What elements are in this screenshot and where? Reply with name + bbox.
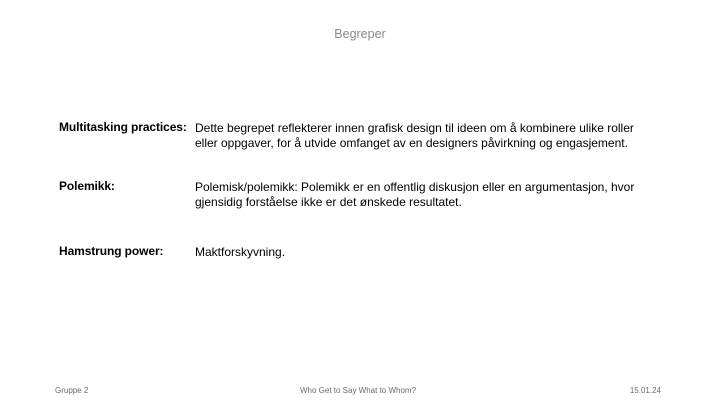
slide-title: Begreper: [334, 27, 386, 41]
term-row-hamstrung-power: [59, 244, 659, 260]
term-name: Hamstrung power:: [59, 244, 164, 258]
term-definition: Maktforskyvning.: [195, 245, 286, 259]
term-definition: Polemisk/polemikk: Polemikk er en offentlig diskusjon eller en argumentasjon, hvor gjensidig forståelse ikke er det ønskede resultatet.: [195, 180, 635, 209]
footer-presentation-title: Who Get to Say What to Whom?: [299, 386, 417, 395]
term-row-multitasking: [59, 120, 659, 151]
term-name: Polemikk:: [59, 179, 115, 193]
term-row-polemikk: [59, 179, 659, 210]
footer-group: Gruppe 2: [55, 386, 89, 395]
footer-date: 15.01.24: [629, 386, 661, 395]
term-list: [59, 120, 659, 260]
term-name: Multitasking practices:: [59, 120, 187, 134]
term-definition: Dette begrepet reflekterer innen grafisk design til ideen om å kombinere ulike roller eller oppgaver, for å utvide omfanget av en designers påvirkning og engasjement.: [195, 121, 634, 150]
